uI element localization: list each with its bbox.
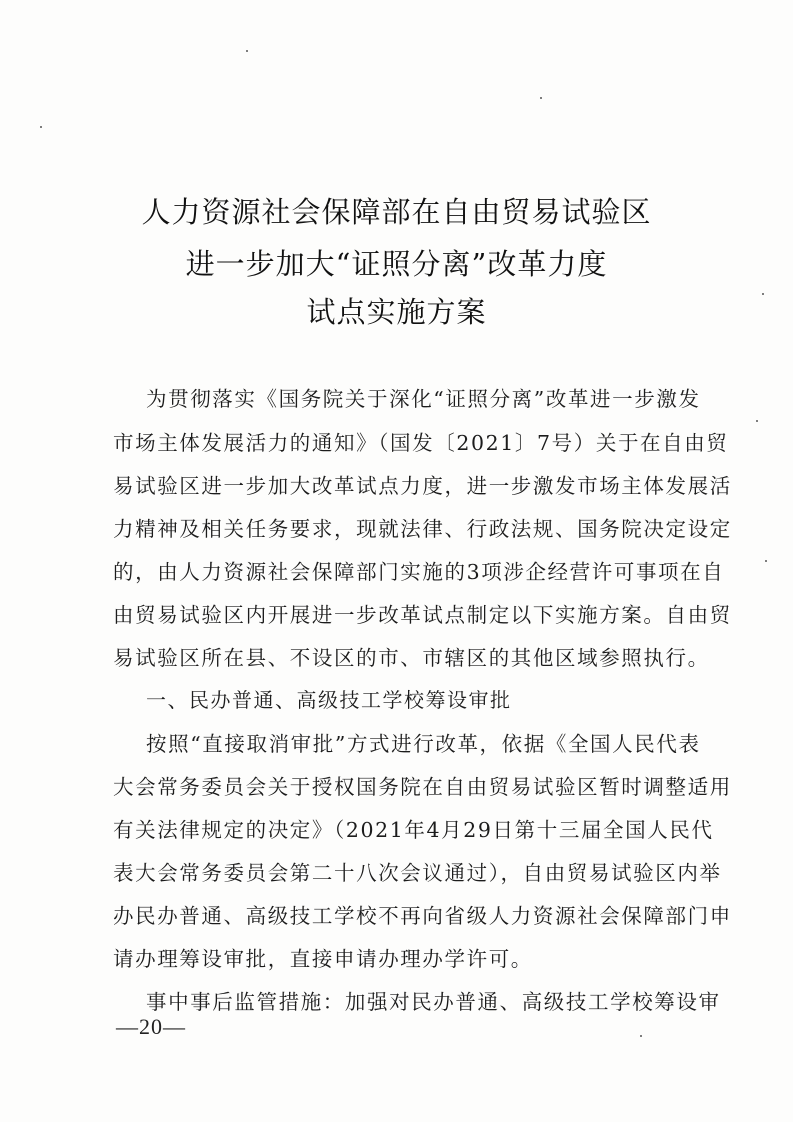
scan-speck <box>40 126 42 128</box>
body-line-2: 市场主体发展活力的通知》（国发〔2021〕7号）关于在自由贸 <box>113 431 729 455</box>
section-heading-1: 一、民办普通、高级技工学校筹设审批 <box>146 688 512 712</box>
scan-speck <box>640 1035 642 1037</box>
body-line-12: 表大会常务委员会第二十八次会议通过），自由贸易试验区内举 <box>113 861 722 885</box>
scan-speck <box>765 560 767 562</box>
body-line-4: 力精神及相关任务要求，现就法律、行政法规、国务院决定设定 <box>113 517 732 541</box>
page-number: —20— <box>116 1014 186 1039</box>
body-line-10: 大会常务委员会关于授权国务院在自由贸易试验区暂时调整适用 <box>113 775 732 799</box>
document-title-line-3: 试点实施方案 <box>306 295 487 329</box>
body-line-7: 易试验区所在县、不设区的市、市辖区的其他区域参照执行。 <box>113 646 710 670</box>
body-line-15: 事中事后监管措施：加强对民办普通、高级技工学校筹设审 <box>146 990 721 1014</box>
document-title-line-2: 进一步加大“证照分离”改革力度 <box>185 247 608 281</box>
body-line-3: 易试验区进一步加大改革试点力度，进一步激发市场主体发展活 <box>113 474 732 498</box>
scan-speck <box>246 50 248 52</box>
body-line-9: 按照“直接取消审批”方式进行改革，依据《全国人民代表 <box>146 732 701 756</box>
body-line-6: 由贸易试验区内开展进一步改革试点制定以下实施方案。自由贸 <box>113 603 732 627</box>
body-line-1: 为贯彻落实《国务院关于深化“证照分离”改革进一步激发 <box>146 387 701 411</box>
body-line-5: 的，由人力资源社会保障部门实施的3项涉企经营许可事项在自 <box>113 560 725 584</box>
body-line-11: 有关法律规定的决定》（2021年4月29日第十三届全国人民代 <box>113 818 714 842</box>
scan-speck <box>540 97 542 99</box>
scan-speck <box>762 293 764 295</box>
document-title-line-1: 人力资源社会保障部在自由贸易试验区 <box>141 195 652 229</box>
body-line-14: 请办理筹设审批，直接申请办理办学许可。 <box>113 947 533 971</box>
body-line-13: 办民办普通、高级技工学校不再向省级人力资源社会保障部门申 <box>113 904 732 928</box>
scan-speck <box>756 420 758 422</box>
